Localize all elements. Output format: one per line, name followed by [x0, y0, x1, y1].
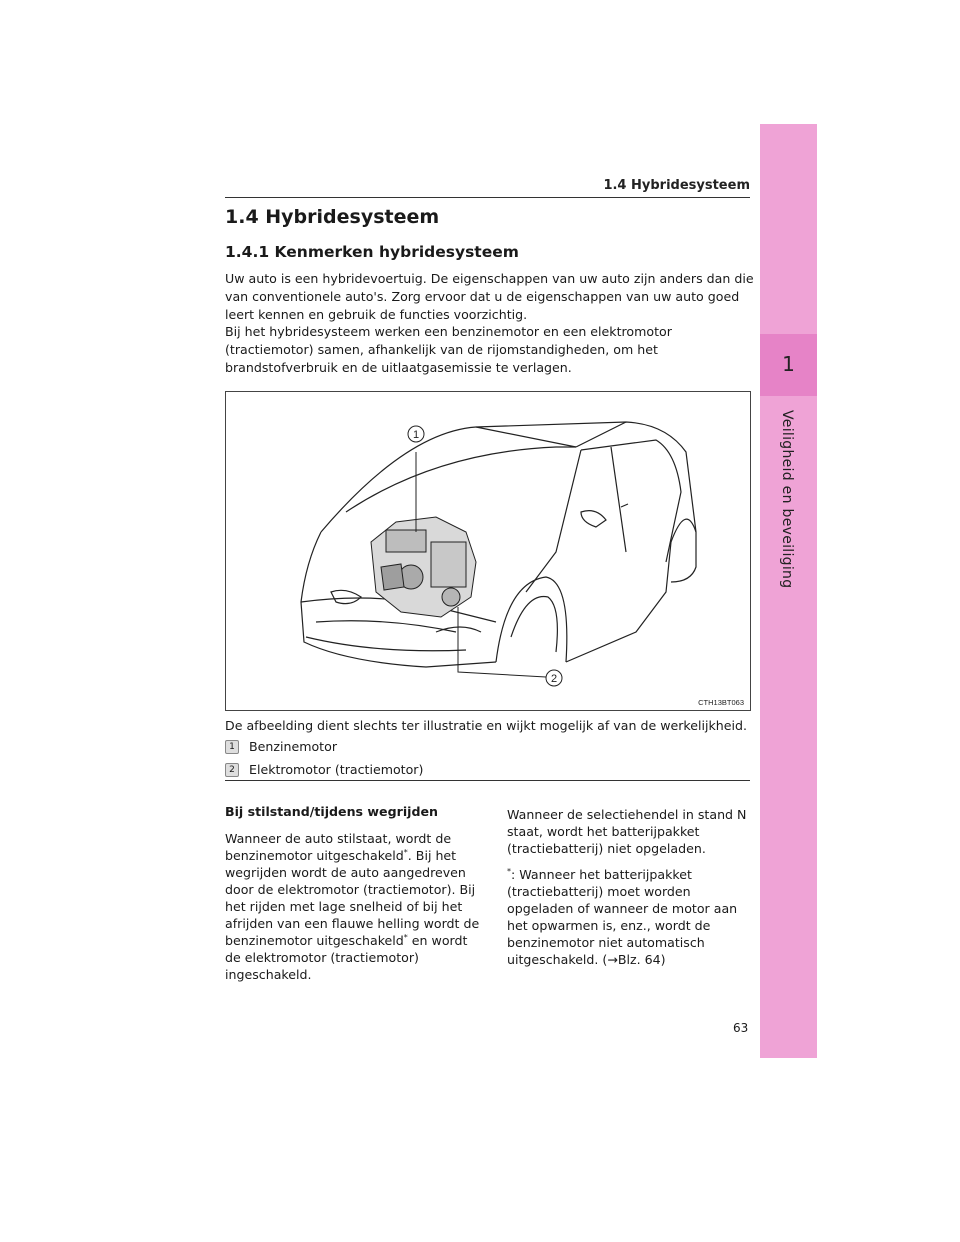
- hybrid-car-illustration: [225, 391, 751, 711]
- section-separator: [225, 780, 750, 781]
- running-header: 1.4 Hybridesysteem: [603, 178, 750, 193]
- intro-paragraph-1: Uw auto is een hybridevoertuig. De eigenschappen van uw auto zijn anders dan die van conventionele auto's. Zorg ervoor dat u de eigenschappen van uw auto goed leert kennen en gebruik de functies voorzichtig.: [225, 271, 754, 322]
- callout-1-number: 1: [412, 429, 420, 441]
- legend-number-2: 2: [225, 763, 239, 777]
- footnote: [507, 866, 757, 968]
- callout-1: [408, 426, 424, 442]
- left-text-b: . Bij het wegrijden wordt de auto aangedreven door de elektromotor (tractiemotor). Bij het rijden met lage snelheid of bij het afrijden van een flauwe helling wordt de benzinemotor uitgeschakeld: [225, 848, 480, 948]
- car-drawing: [226, 392, 750, 710]
- callout-2: [546, 670, 562, 686]
- section-title: 1.4 Hybridesysteem: [225, 206, 440, 228]
- footnote-text: : Wanneer het batterijpakket (tractiebatterij) moet worden opgeladen of wanneer de motor aan het opwarmen is, enz., wordt de benzinemotor niet automatisch uitgeschakeld. (→Blz. 64): [507, 867, 738, 967]
- right-column: [507, 806, 757, 977]
- left-column: [225, 830, 481, 992]
- legend-item-1: [225, 739, 337, 754]
- page-number: 63: [733, 1021, 749, 1035]
- left-column-paragraph: [225, 830, 481, 983]
- chapter-side-tab: [760, 124, 817, 1058]
- left-text-a: Wanneer de auto stilstaat, wordt de benzinemotor uitgeschakeld: [225, 831, 452, 863]
- callout-2-number: 2: [550, 673, 558, 685]
- legend-label-1: Benzinemotor: [249, 739, 338, 754]
- footnote-marker: *: [507, 866, 511, 876]
- footnote-marker-1: *: [403, 847, 408, 857]
- legend-label-2: Elektromotor (tractiemotor): [249, 762, 424, 777]
- footnote-marker-2: *: [403, 932, 408, 942]
- intro-paragraph-2: Bij het hybridesysteem werken een benzinemotor en een elektromotor (tractiemotor) samen, afhankelijk van de rijomstandigheden, om het brandstofverbruik en de uitlaatgasemissie te verlagen.: [225, 324, 672, 375]
- header-rule: [225, 197, 750, 198]
- right-column-paragraph: Wanneer de selectiehendel in stand N staat, wordt het batterijpakket (tractiebatterij) niet opgeladen.: [507, 807, 747, 856]
- chapter-title: Veiligheid en beveiliging: [779, 410, 795, 589]
- figure-caption: De afbeelding dient slechts ter illustratie en wijkt mogelijk af van de werkelijkheid.: [225, 718, 748, 733]
- section-subtitle: 1.4.1 Kenmerken hybridesysteem: [225, 243, 519, 261]
- subsection-heading: Bij stilstand/tijdens wegrijden: [225, 804, 438, 819]
- chapter-number: 1: [782, 352, 795, 376]
- figure-code: CTH13BT063: [698, 698, 744, 707]
- left-text-c: en wordt de elektromotor (tractiemotor) ingeschakeld.: [225, 933, 468, 982]
- legend-number-1: 1: [225, 740, 239, 754]
- legend-item-2: [225, 762, 423, 777]
